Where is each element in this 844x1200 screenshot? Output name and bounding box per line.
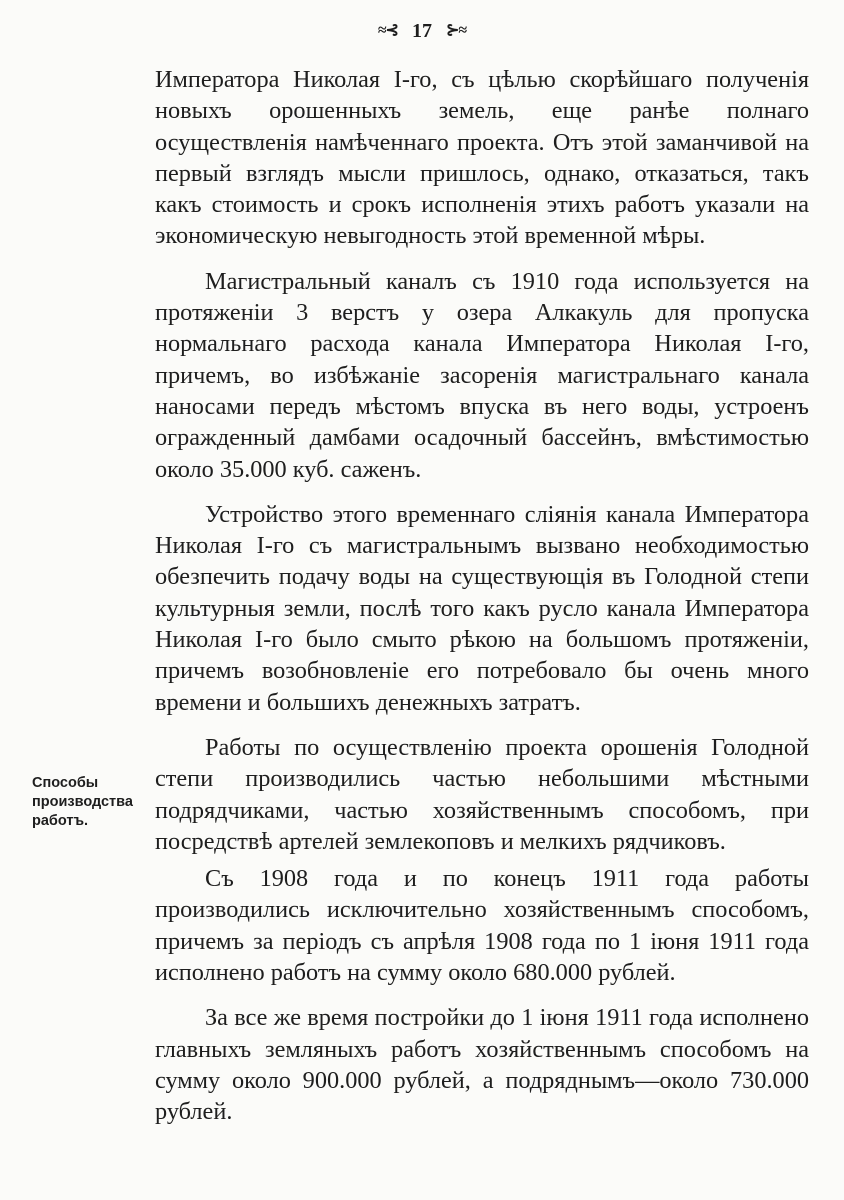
page-number: 17 [412,20,432,42]
paragraph-5: Съ 1908 года и по конецъ 1911 года работы производились исключительно хозяйственнымъ способомъ, причемъ за періодъ съ апрѣля 1908 года по 1 іюня 1911 года исполнено работъ на сумму около 680.000 рублей. [155,865,809,987]
paragraph-3: Устройство этого временнаго сліянія канала Императора Николая I-го съ магистральнымъ вызвано необходимостью обезпечить подачу воды на существующія въ Голодной степи культурныя земли, послѣ того какъ русло канала Императора Николая I-го было смыто рѣкою на большомъ протяженіи, причемъ возобновленіе его потребовало бы очень много времени и большихъ денежныхъ затратъ. [155,500,809,716]
paragraph-4: Работы по осуществленію проекта орошенія Голодной степи производились частью небольшими мѣстными подрядчиками, частью хозяйственнымъ способомъ, при посредствѣ артелей землекоповъ и мелкихъ рядчиковъ. [155,733,809,855]
paragraph-6: За все же время постройки до 1 іюня 1911 года исполнено главныхъ земляныхъ работъ хозяйственнымъ способомъ на сумму около 900.000 рублей, а подряднымъ—около 730.000 рублей. [155,1004,809,1126]
right-ornament-icon: ⊱≈ [446,22,467,39]
page-body [155,64,809,1142]
left-ornament-icon: ≈⊰ [377,22,398,39]
paragraph-1: Императора Николая I-го, съ цѣлью скорѣйшаго полученія новыхъ орошенныхъ земель, еще ранѣе полнаго осуществленія намѣченнаго проекта. Отъ этой заманчивой на первый взглядъ мысли пришлось, однако, отказаться, такъ какъ стоимость и срокъ исполненія этихъ работъ указали на экономическую невыгодность этой временной мѣры. [155,66,809,250]
margin-note: Способы производства работъ. [32,775,133,829]
page-header [0,18,844,44]
paragraph-2: Магистральный каналъ съ 1910 года используется на протяженіи 3 верстъ у озера Алкакуль для пропуска нормальнаго расхода канала Императора Николая I-го, причемъ, во избѣжаніе засоренія магистральнаго канала наносами передъ мѣстомъ впуска въ него воды, устроенъ огражденный дамбами осадочный бассейнъ, вмѣстимостью около 35.000 куб. саженъ. [155,267,809,483]
